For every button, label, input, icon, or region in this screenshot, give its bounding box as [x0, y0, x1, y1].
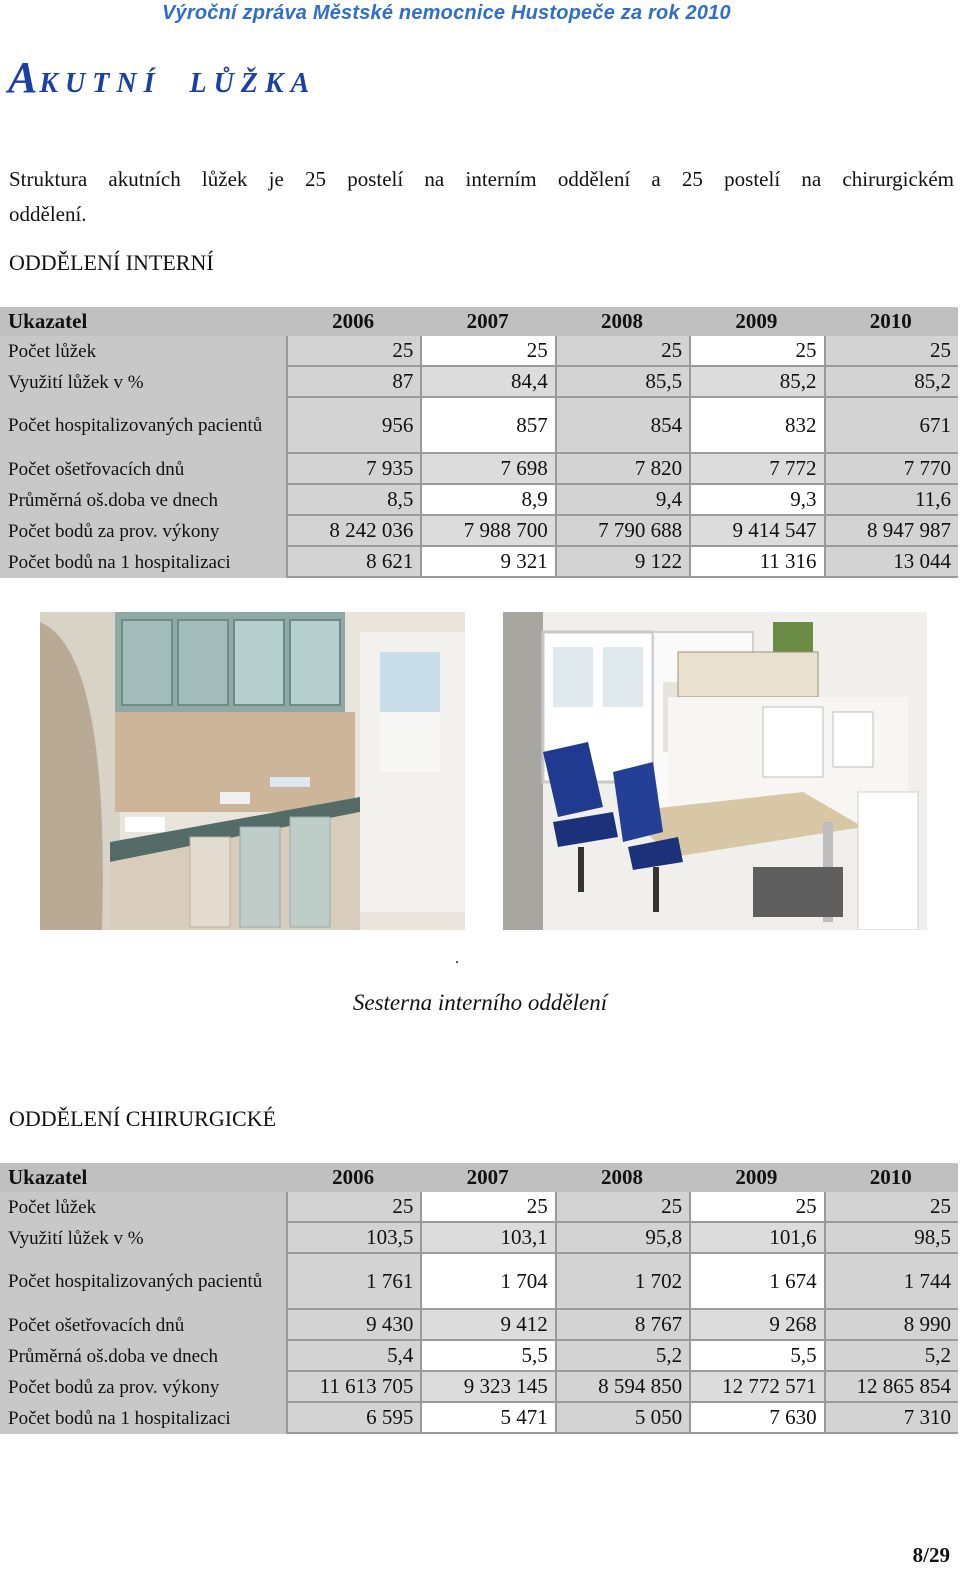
row-label: Počet bodů na 1 hospitalizaci: [0, 547, 286, 578]
row-label: Počet bodů za prov. výkony: [0, 1372, 286, 1403]
row-label: Počet hospitalizovaných pacientů: [0, 1254, 286, 1310]
internal-section-title: ODDĚLENÍ INTERNÍ: [9, 250, 214, 275]
table-cell: 11 613 705: [286, 1372, 420, 1403]
report-header-text: Výroční zpráva Městské nemocnice Hustopeče za rok 2010: [162, 2, 731, 24]
row-label: Průměrná oš.doba ve dnech: [0, 485, 286, 516]
table-row: [0, 516, 958, 547]
intro-line-1: Struktura akutních lůžek je 25 postelí na interním oddělení a 25 postelí na chirurgickém: [9, 167, 954, 191]
table-row: [0, 1341, 958, 1372]
table-cell: 98,5: [824, 1223, 958, 1254]
row-label: Využití lůžek v %: [0, 1223, 286, 1254]
table-cell: 25: [824, 336, 958, 367]
table-cell: 671: [824, 398, 958, 454]
table-cell: 5,5: [420, 1341, 554, 1372]
header-cell: 2009: [689, 1163, 823, 1192]
surgical-table-body: [0, 1192, 958, 1434]
table-row: [0, 1192, 958, 1223]
table-cell: 9 323 145: [420, 1372, 554, 1403]
table-cell: 103,5: [286, 1223, 420, 1254]
table-cell: 11 316: [689, 547, 823, 578]
table-cell: 1 702: [555, 1254, 689, 1310]
row-label: Počet lůžek: [0, 1192, 286, 1223]
row-label: Počet bodů na 1 hospitalizaci: [0, 1403, 286, 1434]
table-cell: 84,4: [420, 367, 554, 398]
table-cell: 857: [420, 398, 554, 454]
page-title: [8, 52, 316, 103]
header-cell: 2006: [286, 307, 420, 336]
table-row: [0, 1403, 958, 1434]
table-cell: 87: [286, 367, 420, 398]
header-cell: 2010: [824, 1163, 958, 1192]
table-cell: 9 268: [689, 1310, 823, 1341]
table-cell: 12 865 854: [824, 1372, 958, 1403]
table-cell: 101,6: [689, 1223, 823, 1254]
table-cell: 9 412: [420, 1310, 554, 1341]
table-row: [0, 367, 958, 398]
header-cell: 2008: [555, 307, 689, 336]
table-cell: 25: [286, 336, 420, 367]
table-cell: 85,5: [555, 367, 689, 398]
table-cell: 1 761: [286, 1254, 420, 1310]
photo-caption: Sesterna interního oddělení: [352, 990, 608, 1015]
page-number: 8/29: [912, 1543, 950, 1567]
table-cell: 9 321: [420, 547, 554, 578]
table-cell: 25: [824, 1192, 958, 1223]
table-cell: 7 935: [286, 454, 420, 485]
table-cell: 956: [286, 398, 420, 454]
header-cell: 2007: [420, 1163, 554, 1192]
table-cell: 854: [555, 398, 689, 454]
header-cell: 2008: [555, 1163, 689, 1192]
table-row: [0, 1310, 958, 1341]
table-cell: 7 772: [689, 454, 823, 485]
table-header-row: [0, 1163, 958, 1192]
table-cell: 13 044: [824, 547, 958, 578]
header-cell: 2006: [286, 1163, 420, 1192]
table-cell: 1 744: [824, 1254, 958, 1310]
table-cell: 832: [689, 398, 823, 454]
title-first-letter: A: [8, 53, 40, 102]
table-cell: 6 595: [286, 1403, 420, 1434]
table-cell: 7 770: [824, 454, 958, 485]
internal-table-body: [0, 336, 958, 578]
table-cell: 5 471: [420, 1403, 554, 1434]
table-cell: 25: [420, 1192, 554, 1223]
row-label: Počet ošetřovacích dnů: [0, 1310, 286, 1341]
table-cell: 103,1: [420, 1223, 554, 1254]
table-cell: 85,2: [824, 367, 958, 398]
table-cell: 8 242 036: [286, 516, 420, 547]
table-row: [0, 336, 958, 367]
photo-cabinets-image: [40, 612, 465, 930]
intro-paragraph: [9, 162, 954, 232]
header-cell: 2007: [420, 307, 554, 336]
header-cell: Ukazatel: [0, 307, 286, 336]
intro-line-2: oddělení.: [9, 202, 87, 226]
table-cell: 25: [555, 336, 689, 367]
table-cell: 7 820: [555, 454, 689, 485]
row-label: Počet ošetřovacích dnů: [0, 454, 286, 485]
row-label: Počet bodů za prov. výkony: [0, 516, 286, 547]
table-cell: 5,4: [286, 1341, 420, 1372]
table-row: [0, 547, 958, 578]
table-cell: 5 050: [555, 1403, 689, 1434]
photo-desk-image: [503, 612, 927, 930]
table-cell: 25: [689, 1192, 823, 1223]
table-cell: 95,8: [555, 1223, 689, 1254]
table-cell: 25: [689, 336, 823, 367]
table-cell: 8 947 987: [824, 516, 958, 547]
header-cell: 2009: [689, 307, 823, 336]
table-cell: 7 698: [420, 454, 554, 485]
table-row: [0, 485, 958, 516]
table-cell: 5,2: [555, 1341, 689, 1372]
table-cell: 9 122: [555, 547, 689, 578]
table-cell: 25: [286, 1192, 420, 1223]
table-cell: 7 790 688: [555, 516, 689, 547]
table-cell: 7 310: [824, 1403, 958, 1434]
table-cell: 1 704: [420, 1254, 554, 1310]
table-cell: 8 594 850: [555, 1372, 689, 1403]
table-cell: 85,2: [689, 367, 823, 398]
table-cell: 1 674: [689, 1254, 823, 1310]
table-cell: 9,3: [689, 485, 823, 516]
table-cell: 7 988 700: [420, 516, 554, 547]
table-cell: 5,2: [824, 1341, 958, 1372]
table-cell: 9 430: [286, 1310, 420, 1341]
table-cell: 8 767: [555, 1310, 689, 1341]
row-label: Využití lůžek v %: [0, 367, 286, 398]
surgical-section-title: ODDĚLENÍ CHIRURGICKÉ: [9, 1106, 277, 1131]
table-cell: 9,4: [555, 485, 689, 516]
table-cell: 8,5: [286, 485, 420, 516]
surgical-table: [0, 1163, 958, 1434]
row-label: Počet lůžek: [0, 336, 286, 367]
photo-dot: .: [455, 950, 459, 967]
title-word1-rest: KUTNÍ: [39, 68, 162, 99]
table-cell: 7 630: [689, 1403, 823, 1434]
table-cell: 8 621: [286, 547, 420, 578]
table-header-row: [0, 307, 958, 336]
table-cell: 9 414 547: [689, 516, 823, 547]
row-label: Průměrná oš.doba ve dnech: [0, 1341, 286, 1372]
internal-table: [0, 307, 958, 578]
table-row: [0, 1223, 958, 1254]
table-cell: 25: [420, 336, 554, 367]
table-cell: 8 990: [824, 1310, 958, 1341]
title-word2: LŮŽKA: [189, 68, 317, 99]
photo-nursing-room-cabinets: [40, 612, 465, 930]
row-label: Počet hospitalizovaných pacientů: [0, 398, 286, 454]
table-cell: 11,6: [824, 485, 958, 516]
table-cell: 8,9: [420, 485, 554, 516]
header-cell: Ukazatel: [0, 1163, 286, 1192]
table-cell: 25: [555, 1192, 689, 1223]
table-row: [0, 398, 958, 454]
table-row: [0, 1254, 958, 1310]
photo-nursing-room-desk: [503, 612, 927, 930]
table-row: [0, 454, 958, 485]
header-cell: 2010: [824, 307, 958, 336]
table-row: [0, 1372, 958, 1403]
report-header: [0, 0, 960, 28]
table-cell: 5,5: [689, 1341, 823, 1372]
table-cell: 12 772 571: [689, 1372, 823, 1403]
